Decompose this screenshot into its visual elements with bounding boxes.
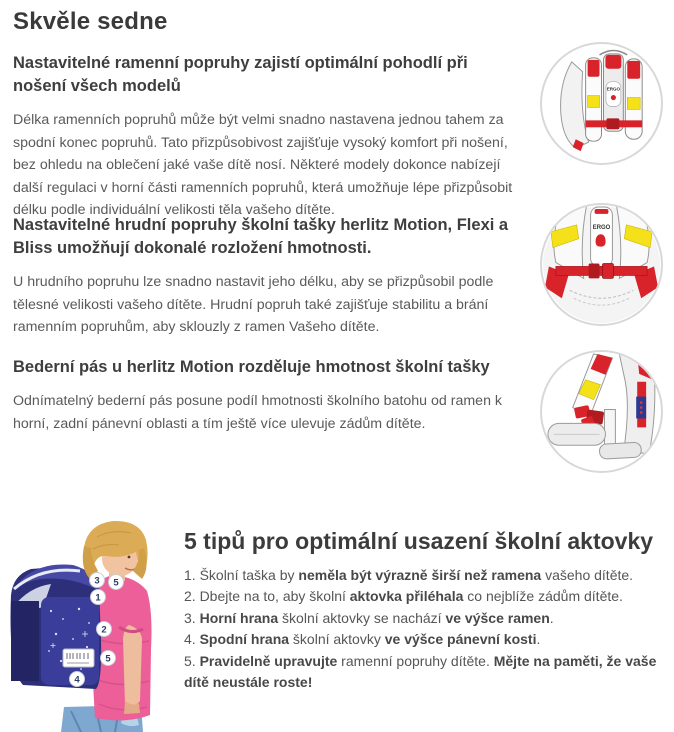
feature-section-chest-strap xyxy=(13,214,521,339)
feature-body: Délka ramenních popruhů může být velmi snadno nastavena jednou tahem za spodní konec popruhů. Tato přizpůsobivost zajišťuje vysoký komfort při nošení, bez ohledu na oblečení jaké vaše dítě nosí. Některé modely dokonce nabízejí další regulaci v horní části ramenních popruhů, která umožňuje lépe přizpůsobit délku podle individuální velikosti těla vašeho dítěte. xyxy=(13,112,513,218)
page-title: Skvěle sedne xyxy=(13,8,168,35)
feature-section-hip-belt xyxy=(13,356,521,435)
feature-body: Odnímatelný bederní pás posune podíl hmotnosti školního batohu od ramen k horní, zadní pánevní oblasti a tím ještě více ulevuje zádům dítěte. xyxy=(13,393,502,432)
tips-heading: 5 tipů pro optimální usazení školní aktovky xyxy=(184,528,654,554)
girl-with-backpack-photo xyxy=(1,519,180,732)
marker-5-top: 5 xyxy=(113,577,119,589)
marker-2: 2 xyxy=(101,624,107,636)
tips-list xyxy=(184,565,672,693)
marker-3: 3 xyxy=(94,575,100,587)
ergo-badge-label: ERGO xyxy=(592,224,611,231)
marker-5-bottom: 5 xyxy=(105,653,111,665)
feature-heading: Nastavitelné hrudní popruhy školní tašky herlitz Motion, Flexi a Bliss umožňují dokonalé rozložení hmotnosti. xyxy=(13,216,509,257)
tip-item-3: 3. Horní hrana školní aktovky se nachází ve výšce ramen. xyxy=(184,609,554,626)
tip-item-1: 1. Školní taška by neměla být výrazně širší než ramena vašeho dítěte. xyxy=(184,567,634,583)
tip-item-2: 2. Dbejte na to, aby školní aktovka přiléhala co nejblíže zádům dítěte. xyxy=(184,588,623,605)
feature-body: U hrudního popruhu lze snadno nastavit jeho délku, aby se přizpůsobil podle tělesné velikosti vašeho dítěte. Hrudní popruh také zajišťuje stabilitu a brání ramenním popruhům, aby sklouzly z ramen Vašeho dítěte. xyxy=(13,274,494,335)
feature-section-shoulder-straps xyxy=(13,52,521,222)
girl-with-backpack-illustration xyxy=(1,519,180,732)
marker-4: 4 xyxy=(74,674,80,686)
chest-strap-closeup-image xyxy=(540,203,663,326)
backpack-back-view-image xyxy=(540,42,663,165)
marker-1: 1 xyxy=(95,592,101,604)
ergo-badge-label: ERGO xyxy=(606,86,621,92)
chest-strap-illustration xyxy=(542,205,661,324)
feature-heading: Nastavitelné ramenní popruhy zajistí optimální pohodlí při nošení všech modelů xyxy=(13,54,468,95)
feature-heading: Bederní pás u herlitz Motion rozděluje hmotnost školní tašky xyxy=(13,358,490,376)
hip-belt-illustration xyxy=(542,352,661,471)
backpack-back-illustration xyxy=(542,44,661,163)
tip-item-5: 5. Pravidelně upravujte ramenní popruhy dítěte. Mějte na paměti, že vaše dítě neustále roste! xyxy=(184,652,657,691)
hip-belt-closeup-image xyxy=(540,350,663,473)
tip-item-4: 4. Spodní hrana školní aktovky ve výšce pánevní kosti. xyxy=(184,631,541,648)
